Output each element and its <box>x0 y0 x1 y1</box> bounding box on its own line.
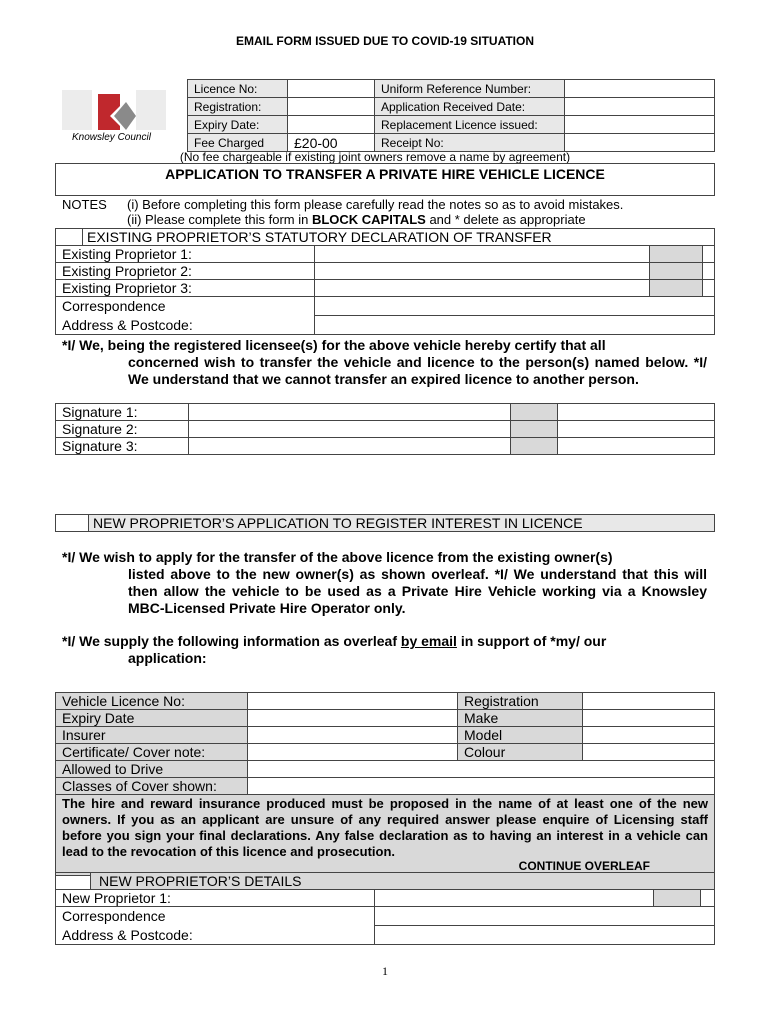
vehicle-certificate-label: Certificate/ Cover note: <box>56 744 248 761</box>
new-proprietor-1-input[interactable] <box>374 890 653 907</box>
vehicle-model-label: Model <box>458 727 583 744</box>
notes-label: NOTES <box>62 197 107 212</box>
insurance-warning-text: The hire and reward insurance produced must be proposed in the name of at least one of the new owners. If you as an applicant are unsure of any required answer please enquire of Licensing staff before you sign your final declarations. Any false declaration as to having an interest in a vehicle can lead to the revocation of this licence and prosecution. <box>62 796 708 859</box>
signature-2-input[interactable] <box>189 421 511 438</box>
new-application-paragraph <box>62 549 707 617</box>
section2-title: NEW PROPRIETOR’S APPLICATION TO REGISTER INTEREST IN LICENCE <box>89 515 715 532</box>
replacement-issued-value[interactable] <box>565 116 715 134</box>
vehicle-registration-input[interactable] <box>583 693 715 710</box>
new-application-rest: listed above to the new owner(s) as shown overleaf. *I/ We understand that this will then allow the vehicle to be used as a Private Hire Vehicle working via a Knowsley MBC-Licensed Private Hire Operator only. <box>128 566 707 616</box>
registration-label: Registration: <box>188 98 288 116</box>
new-proprietor-1-label: New Proprietor 1: <box>56 890 375 907</box>
existing-proprietor-2-input[interactable] <box>314 263 649 280</box>
notes-block-capitals: BLOCK CAPITALS <box>311 212 426 227</box>
existing-proprietor-2-label: Existing Proprietor 2: <box>56 263 315 280</box>
existing-proprietor-2-extra[interactable] <box>702 263 714 280</box>
replacement-issued-label: Replacement Licence issued: <box>375 116 565 134</box>
section2-tick-cell[interactable] <box>56 515 89 532</box>
expiry-date-value[interactable] <box>288 116 375 134</box>
existing-declaration-first: *I/ We, being the registered licensee(s) for the above vehicle hereby certify that all <box>62 337 606 353</box>
signature-table <box>55 403 715 455</box>
signature-3-grey <box>511 438 558 455</box>
continue-overleaf: CONTINUE OVERLEAF <box>518 859 650 873</box>
new-proprietor-1-extra[interactable] <box>700 890 714 907</box>
signature-3-date[interactable] <box>558 438 715 455</box>
page-number: 1 <box>382 964 388 978</box>
registration-value[interactable] <box>288 98 375 116</box>
vehicle-colour-input[interactable] <box>583 744 715 761</box>
uniform-ref-label: Uniform Reference Number: <box>375 80 565 98</box>
receipt-no-value[interactable] <box>565 134 715 152</box>
existing-proprietor-3-input[interactable] <box>314 280 649 297</box>
signature-3-label: Signature 3: <box>56 438 189 455</box>
receipt-no-label: Receipt No: <box>375 134 565 152</box>
section1-tick-cell <box>56 229 83 246</box>
vehicle-licence-no-label: Vehicle Licence No: <box>56 693 248 710</box>
vehicle-make-label: Make <box>458 710 583 727</box>
existing-declaration <box>62 337 707 388</box>
new-proprietor-details-table <box>55 872 715 945</box>
by-email-link[interactable]: by email <box>400 633 457 649</box>
existing-proprietor-table <box>55 228 715 335</box>
classes-of-cover-input[interactable] <box>248 778 715 795</box>
signature-1-label: Signature 1: <box>56 404 189 421</box>
correspondence-label-1: Correspondence <box>56 297 315 316</box>
new-application-first: *I/ We wish to apply for the transfer of the above licence from the existing owner(s) <box>62 549 613 565</box>
supply-info-first <box>62 633 707 650</box>
vehicle-licence-no-input[interactable] <box>248 693 458 710</box>
section1-title: EXISTING PROPRIETOR’S STATUTORY DECLARATION OF TRANSFER <box>83 229 715 246</box>
licence-no-label: Licence No: <box>188 80 288 98</box>
fee-note: (No fee chargeable if existing joint owners remove a name by agreement) <box>179 150 571 164</box>
page-header-title: EMAIL FORM ISSUED DUE TO COVID-19 SITUATION <box>235 34 535 48</box>
notes-line-2 <box>127 212 586 227</box>
fee-charged-value: £20-00 <box>288 134 375 152</box>
signature-3-input[interactable] <box>189 438 511 455</box>
fee-charged-label: Fee Charged <box>188 134 288 152</box>
received-date-value[interactable] <box>565 98 715 116</box>
licence-admin-table <box>187 79 715 152</box>
allowed-to-drive-input[interactable] <box>248 761 715 778</box>
correspondence-label-2: Address & Postcode: <box>56 316 315 335</box>
correspondence-input-2[interactable] <box>314 316 714 335</box>
new-details-title: NEW PROPRIETOR’S DETAILS <box>91 873 715 890</box>
vehicle-certificate-input[interactable] <box>248 744 458 761</box>
signature-2-label: Signature 2: <box>56 421 189 438</box>
vehicle-colour-label: Colour <box>458 744 583 761</box>
existing-declaration-rest: concerned wish to transfer the vehicle and licence to the person(s) named below. *I/ We understand that we cannot transfer an expired licence to another person. <box>128 354 707 387</box>
signature-1-input[interactable] <box>189 404 511 421</box>
signature-1-grey <box>511 404 558 421</box>
council-name: Knowsley Council <box>72 132 151 143</box>
existing-proprietor-1-grey <box>649 246 702 263</box>
main-title: APPLICATION TO TRANSFER A PRIVATE HIRE VEHICLE LICENCE <box>55 163 715 196</box>
classes-of-cover-label: Classes of Cover shown: <box>56 778 248 795</box>
existing-proprietor-3-extra[interactable] <box>702 280 714 297</box>
supply-info-paragraph <box>62 633 707 667</box>
existing-proprietor-3-label: Existing Proprietor 3: <box>56 280 315 297</box>
existing-proprietor-1-extra[interactable] <box>702 246 714 263</box>
supply-info-first-a: *I/ We supply the following information as overleaf <box>62 633 401 649</box>
existing-proprietor-3-grey <box>649 280 702 297</box>
notes-line-2-post: and * delete as appropriate <box>425 212 586 227</box>
new-correspondence-input-1[interactable] <box>374 907 714 926</box>
vehicle-expiry-input[interactable] <box>248 710 458 727</box>
existing-proprietor-1-input[interactable] <box>314 246 649 263</box>
expiry-date-label: Expiry Date: <box>188 116 288 134</box>
notes-line-1: (i) Before completing this form please carefully read the notes so as to avoid mistakes. <box>127 197 624 212</box>
vehicle-make-input[interactable] <box>583 710 715 727</box>
existing-proprietor-1-label: Existing Proprietor 1: <box>56 246 315 263</box>
knowsley-council-logo <box>62 90 168 150</box>
uniform-ref-value[interactable] <box>565 80 715 98</box>
correspondence-input-1[interactable] <box>314 297 714 316</box>
existing-proprietor-2-grey <box>649 263 702 280</box>
received-date-label: Application Received Date: <box>375 98 565 116</box>
vehicle-expiry-label: Expiry Date <box>56 710 248 727</box>
notes-line-2-pre: (ii) Please complete this form in <box>127 212 312 227</box>
allowed-to-drive-label: Allowed to Drive <box>56 761 248 778</box>
supply-info-rest: application: <box>128 650 207 666</box>
new-correspondence-label-1: Correspondence <box>56 907 375 926</box>
licence-no-value[interactable] <box>288 80 375 98</box>
signature-2-date[interactable] <box>558 421 715 438</box>
council-logo-icon <box>62 90 168 138</box>
new-proprietor-1-grey <box>653 890 700 907</box>
vehicle-details-table <box>55 692 715 876</box>
new-details-tick-cell[interactable] <box>56 873 91 890</box>
vehicle-model-input[interactable] <box>583 727 715 744</box>
vehicle-registration-label: Registration <box>458 693 583 710</box>
vehicle-insurer-input[interactable] <box>248 727 458 744</box>
signature-2-grey <box>511 421 558 438</box>
new-correspondence-label-2: Address & Postcode: <box>56 926 375 945</box>
new-correspondence-input-2[interactable] <box>374 926 714 945</box>
new-proprietor-application-header <box>55 514 715 532</box>
supply-info-first-b: in support of *my/ our <box>456 633 607 649</box>
vehicle-insurer-label: Insurer <box>56 727 248 744</box>
insurance-warning <box>56 795 715 876</box>
signature-1-date[interactable] <box>558 404 715 421</box>
